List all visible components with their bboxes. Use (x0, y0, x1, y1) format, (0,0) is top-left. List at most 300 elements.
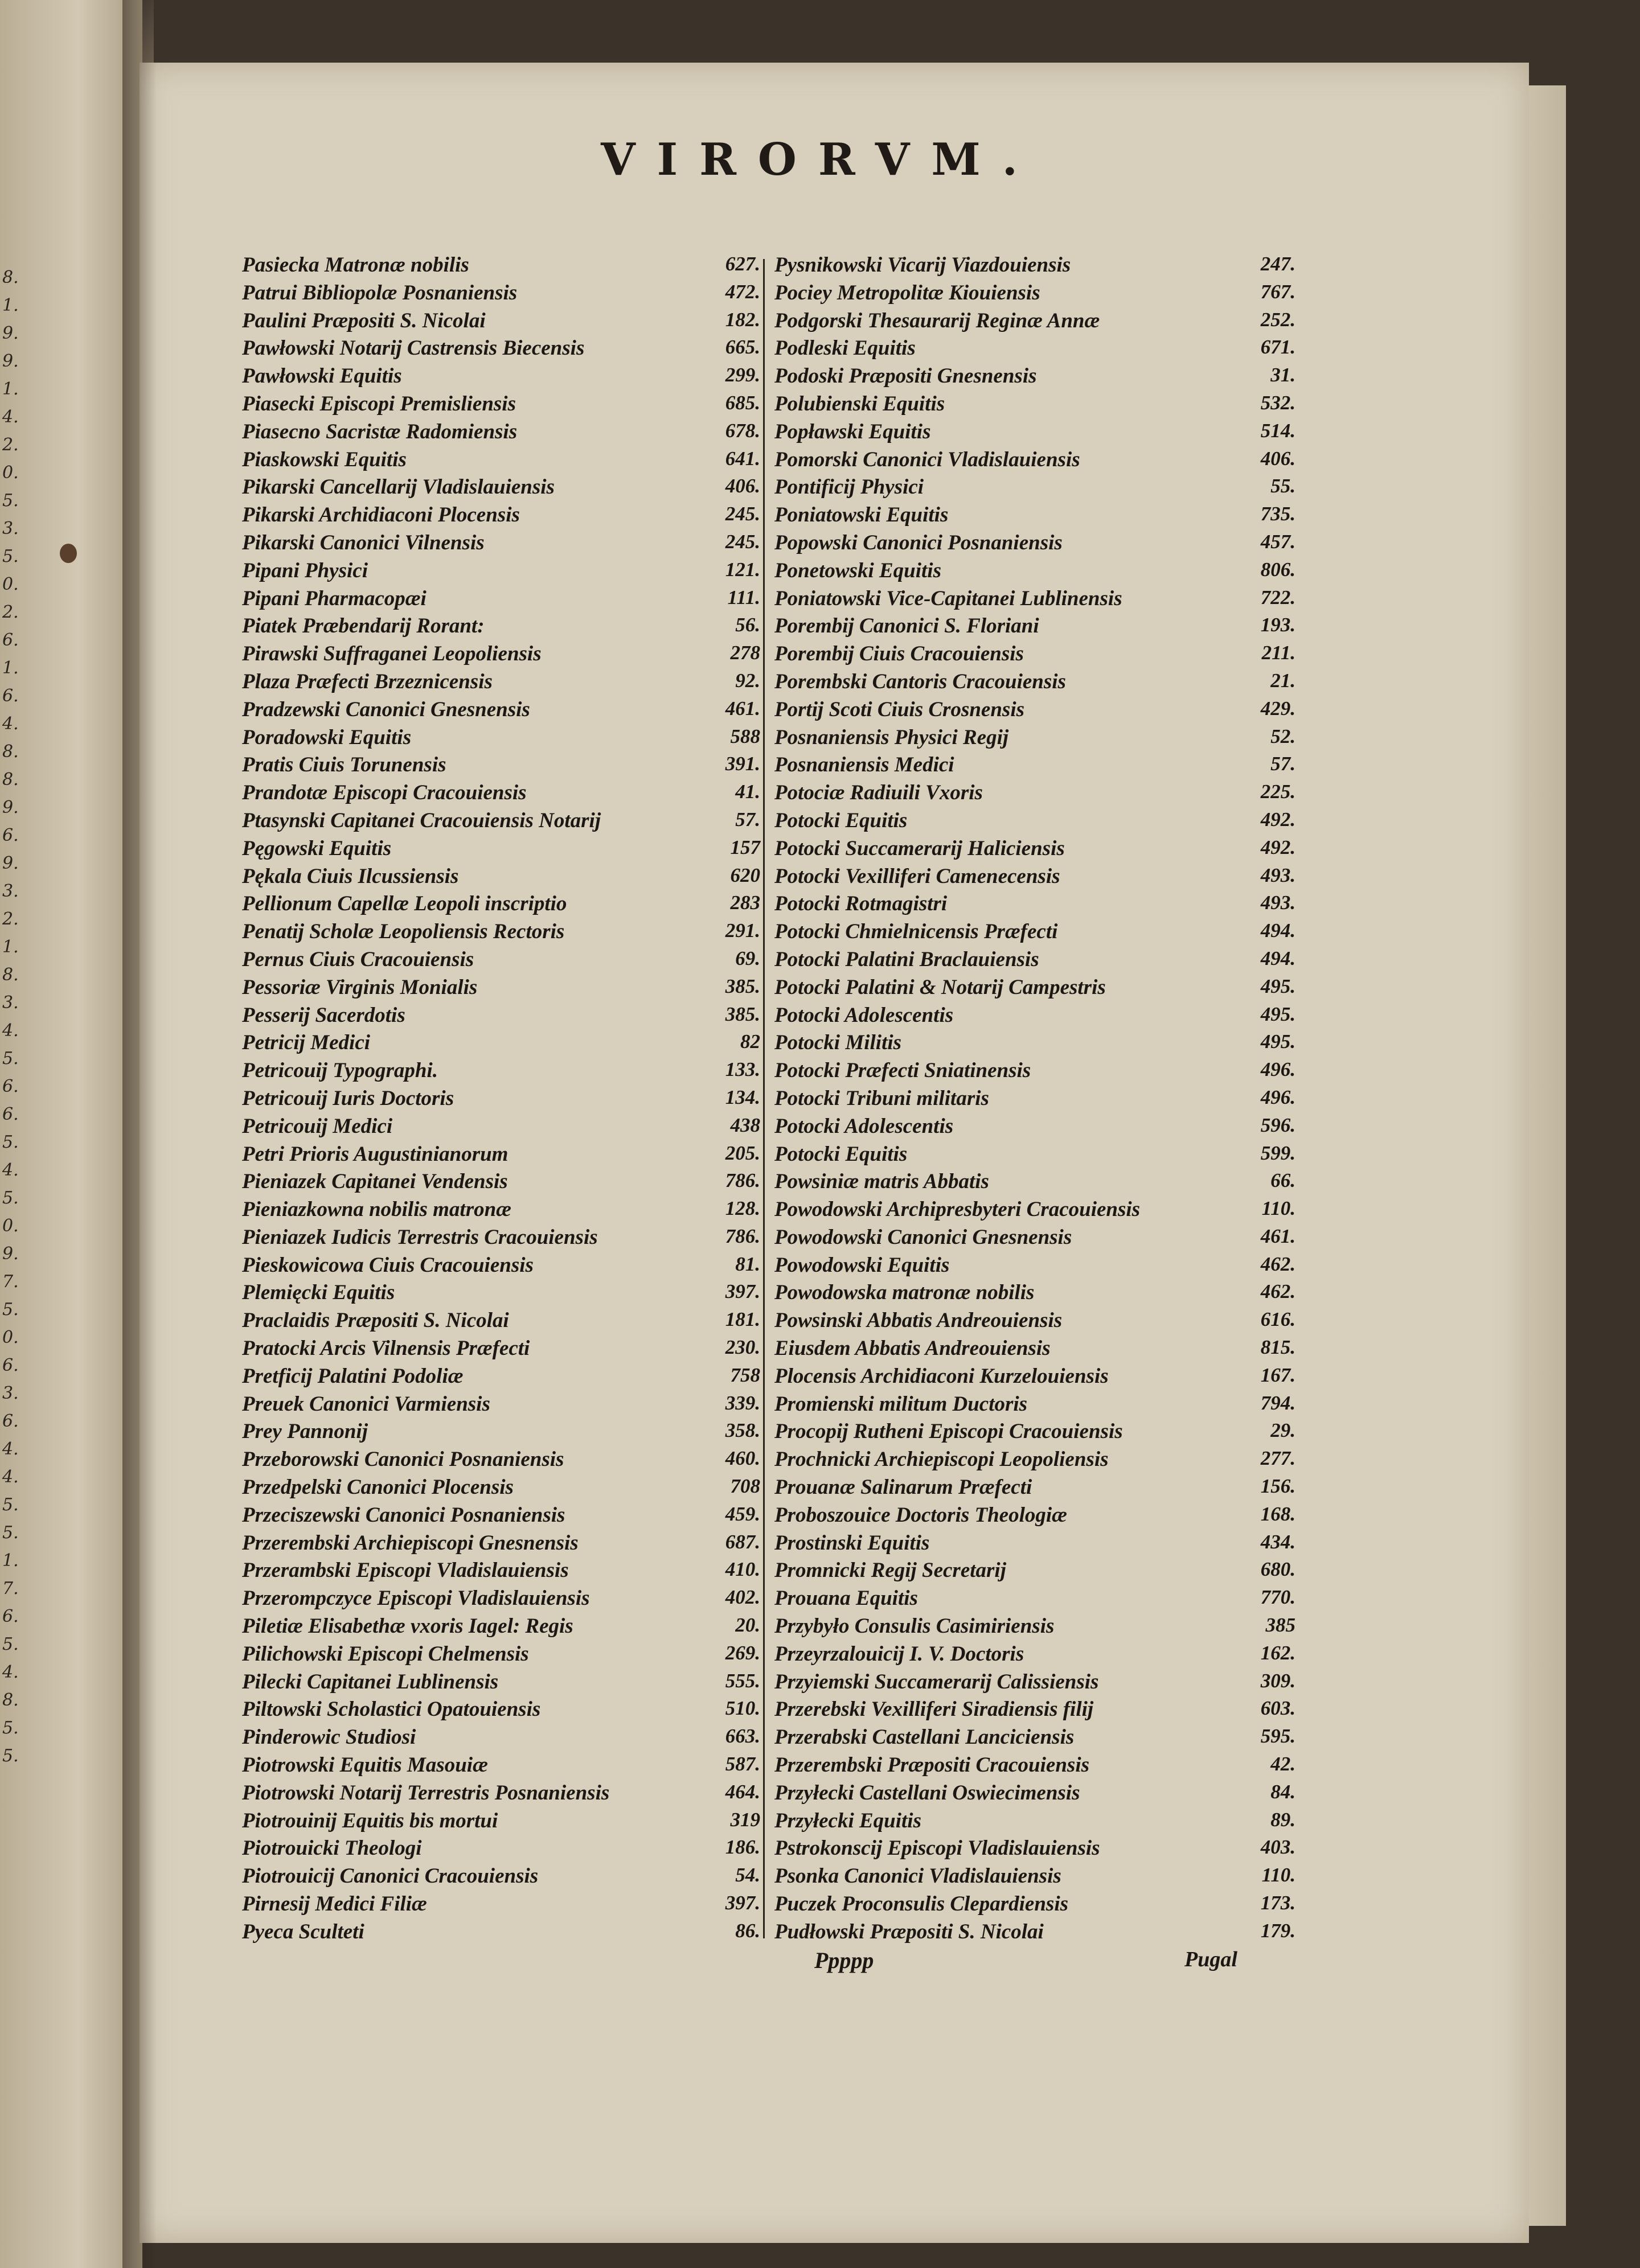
index-entry (242, 1834, 760, 1862)
margin-number: 5. (2, 1300, 19, 1320)
index-entry (774, 1862, 1295, 1889)
margin-number: 6. (2, 686, 19, 706)
entry-page-number: 429. (1260, 697, 1295, 720)
spine-shadow (122, 0, 157, 2268)
index-entry (774, 1223, 1295, 1251)
entry-page-number: 708 (730, 1475, 760, 1498)
entry-name: Procopij Rutheni Episcopi Cracouiensis (774, 1420, 1123, 1444)
entry-page-number: 66. (1270, 1169, 1295, 1192)
index-entry (242, 917, 760, 945)
entry-name: Pieskowicowa Ciuis Cracouiensis (242, 1253, 534, 1277)
entry-name: Przybyło Consulis Casimiriensis (774, 1614, 1055, 1638)
entry-name: Potocki Chmielnicensis Præfecti (774, 920, 1058, 944)
margin-number: 1. (2, 1551, 19, 1571)
entry-page-number: 767. (1260, 280, 1295, 303)
entry-page-number: 786. (725, 1225, 760, 1247)
entry-page-number: 493. (1260, 864, 1295, 886)
entry-name: Portij Scoti Ciuis Crosnensis (774, 697, 1024, 721)
entry-page-number: 462. (1260, 1280, 1295, 1303)
entry-page-number: 464. (725, 1780, 760, 1803)
entry-name: Potocki Palatini & Notarij Campestris (774, 975, 1106, 999)
margin-number: 6. (2, 825, 19, 845)
entry-page-number: 402. (725, 1586, 760, 1609)
index-entry (242, 1556, 760, 1584)
entry-name: Proboszouice Doctoris Theologiæ (774, 1503, 1067, 1527)
index-entry (774, 973, 1295, 1001)
index-entry (774, 1028, 1295, 1056)
index-entry (242, 500, 760, 528)
entry-name: Poniatowski Vice-Capitanei Lublinensis (774, 586, 1122, 610)
entry-name: Plemięcki Equitis (242, 1281, 395, 1305)
entry-name: Przyłecki Equitis (774, 1809, 921, 1833)
index-entry (242, 1751, 760, 1778)
entry-page-number: 493. (1260, 891, 1295, 914)
entry-name: Przeborowski Canonici Posnaniensis (242, 1448, 564, 1472)
index-entry (774, 306, 1295, 334)
index-entry (242, 1056, 760, 1084)
entry-page-number: 309. (1260, 1669, 1295, 1692)
entry-page-number: 461. (725, 697, 760, 720)
index-entry (774, 1612, 1295, 1640)
entry-page-number: 252. (1260, 308, 1295, 331)
margin-number: 8. (2, 770, 19, 790)
entry-name: Powsinski Abbatis Andreouiensis (774, 1309, 1063, 1333)
entry-name: Petricij Medici (242, 1031, 371, 1055)
entry-name: Potocki Equitis (774, 1142, 908, 1166)
entry-name: Pieniazkowna nobilis matronæ (242, 1198, 511, 1222)
signature-mark: Ppppp (814, 1947, 874, 1973)
page-heading: VIRORVM. (601, 134, 1039, 186)
index-entry (242, 1695, 760, 1723)
margin-number: 5. (2, 1049, 19, 1069)
entry-page-number: 758 (730, 1363, 760, 1386)
entry-name: Pociey Metropolitæ Kiouiensis (774, 281, 1040, 305)
index-entry (774, 250, 1295, 278)
index-entry (242, 1084, 760, 1112)
index-entry (774, 1334, 1295, 1362)
entry-page-number: 186. (725, 1836, 760, 1859)
index-entry (774, 917, 1295, 945)
margin-number: 0. (2, 1216, 19, 1236)
entry-page-number: 358. (725, 1419, 760, 1442)
index-entry (242, 1612, 760, 1640)
index-entry (242, 1667, 760, 1695)
entry-name: Potocki Succamerarij Haliciensis (774, 836, 1065, 860)
entry-name: Pirnesij Medici Filiæ (242, 1892, 427, 1916)
entry-page-number: 492. (1260, 836, 1295, 858)
entry-page-number: 588 (730, 725, 760, 747)
entry-name: Pipani Pharmacopæi (242, 586, 427, 610)
entry-page-number: 167. (1260, 1363, 1295, 1386)
entry-page-number: 57. (1270, 753, 1295, 775)
entry-name: Podgorski Thesaurarij Reginæ Annæ (774, 309, 1100, 332)
margin-number: 5. (2, 1495, 19, 1515)
entry-name: Potocki Tribuni militaris (774, 1086, 989, 1110)
entry-page-number: 722. (1260, 586, 1295, 609)
entry-page-number: 599. (1260, 1141, 1295, 1164)
index-entry (242, 723, 760, 751)
index-entry (774, 862, 1295, 890)
entry-page-number: 438 (730, 1114, 760, 1136)
index-entry (242, 862, 760, 890)
index-entry (774, 611, 1295, 639)
index-entry (242, 361, 760, 389)
entry-page-number: 121. (725, 558, 760, 581)
index-entry (242, 667, 760, 695)
entry-name: Pontificij Physici (774, 475, 924, 499)
index-entry (242, 1140, 760, 1168)
entry-page-number: 627. (725, 253, 760, 275)
entry-name: Plocensis Archidiaconi Kurzelouiensis (774, 1364, 1109, 1388)
margin-number: 2. (2, 435, 19, 455)
entry-page-number: 406. (725, 475, 760, 498)
entry-page-number: 82 (740, 1030, 760, 1053)
index-entry (242, 1306, 760, 1334)
entry-page-number: 459. (725, 1502, 760, 1525)
index-entry (242, 1417, 760, 1445)
entry-name: Eiusdem Abbatis Andreouiensis (774, 1337, 1051, 1361)
entry-name: Poradowski Equitis (242, 725, 412, 749)
index-entry (774, 1278, 1295, 1306)
margin-number: 7. (2, 1579, 19, 1599)
entry-page-number: 495. (1260, 1030, 1295, 1053)
entry-page-number: 391. (725, 753, 760, 775)
entry-page-number: 786. (725, 1169, 760, 1192)
index-entry (774, 1778, 1295, 1806)
entry-name: Prey Pannonij (242, 1420, 368, 1444)
entry-name: Potocki Adolescentis (774, 1114, 954, 1138)
entry-page-number: 680. (1260, 1558, 1295, 1581)
margin-number: 3. (2, 881, 19, 901)
margin-number: 6. (2, 630, 19, 650)
entry-page-number: 92. (735, 669, 760, 692)
entry-name: Pretficij Palatini Podoliæ (242, 1364, 464, 1388)
margin-number: 1. (2, 295, 19, 315)
entry-name: Promienski militum Ductoris (774, 1392, 1028, 1416)
entry-page-number: 339. (725, 1391, 760, 1414)
index-entry (242, 1806, 760, 1834)
entry-name: Porembski Cantoris Cracouiensis (774, 669, 1066, 693)
entry-name: Pernus Ciuis Cracouiensis (242, 947, 474, 971)
entry-page-number: 555. (725, 1669, 760, 1692)
entry-name: Pilecki Capitanei Lublinensis (242, 1670, 499, 1694)
entry-name: Popowski Canonici Posnaniensis (774, 531, 1063, 554)
entry-name: Przedpelski Canonici Plocensis (242, 1476, 514, 1499)
margin-number: 0. (2, 574, 19, 594)
entry-page-number: 211. (1261, 642, 1295, 664)
index-entry (774, 1834, 1295, 1862)
entry-name: Prouana Equitis (774, 1587, 918, 1610)
entry-page-number: 57. (735, 808, 760, 831)
entry-page-number: 495. (1260, 975, 1295, 997)
entry-page-number: 397. (725, 1280, 760, 1303)
entry-page-number: 532. (1260, 391, 1295, 414)
column-divider (763, 259, 765, 1938)
entry-name: Pratis Ciuis Torunensis (242, 753, 446, 777)
index-entry (774, 389, 1295, 417)
index-entry (242, 1362, 760, 1390)
margin-number: 1. (2, 379, 19, 399)
left-page (0, 0, 142, 2268)
index-entry (242, 472, 760, 500)
entry-page-number: 134. (725, 1086, 760, 1108)
entry-name: Penatij Scholæ Leopoliensis Rectoris (242, 920, 565, 944)
index-entry (242, 1501, 760, 1529)
index-entry (242, 1334, 760, 1362)
entry-name: Pikarski Cancellarij Vladislauiensis (242, 475, 555, 499)
entry-name: Powodowski Equitis (774, 1253, 950, 1277)
margin-number: 3. (2, 993, 19, 1013)
entry-page-number: 29. (1270, 1419, 1295, 1442)
entry-page-number: 128. (725, 1197, 760, 1220)
entry-name: Pawłowski Notarij Castrensis Biecensis (242, 336, 585, 360)
entry-page-number: 494. (1260, 919, 1295, 942)
entry-name: Porembij Canonici S. Floriani (774, 614, 1039, 638)
index-entry (242, 973, 760, 1001)
index-entry (774, 1084, 1295, 1112)
entry-name: Poniatowski Equitis (774, 503, 949, 527)
index-entry (242, 445, 760, 473)
entry-page-number: 168. (1260, 1502, 1295, 1525)
entry-page-number: 494. (1260, 947, 1295, 969)
entry-name: Praclaidis Præpositi S. Nicolai (242, 1309, 509, 1333)
entry-page-number: 86. (735, 1919, 760, 1942)
entry-name: Potocki Adolescentis (774, 1003, 954, 1027)
entry-name: Piotrouinij Equitis bis mortui (242, 1809, 498, 1833)
entry-page-number: 472. (725, 280, 760, 303)
index-entry (774, 1695, 1295, 1723)
entry-name: Powsiniæ matris Abbatis (774, 1170, 989, 1194)
entry-page-number: 245. (725, 503, 760, 525)
entry-name: Psonka Canonici Vladislauiensis (774, 1864, 1061, 1888)
entry-page-number: 277. (1260, 1447, 1295, 1470)
margin-number: 9. (2, 1244, 19, 1264)
entry-name: Petricouij Iuris Doctoris (242, 1086, 454, 1110)
margin-number: 4. (2, 1439, 19, 1459)
entry-name: Paulini Præpositi S. Nicolai (242, 309, 486, 332)
index-entry (774, 556, 1295, 584)
entry-name: Patrui Bibliopolæ Posnaniensis (242, 281, 518, 305)
entry-name: Przerembski Archiepiscopi Gnesnensis (242, 1531, 579, 1555)
index-entry (774, 1251, 1295, 1279)
entry-page-number: 31. (1270, 364, 1295, 387)
entry-name: Plaza Præfecti Brzeznicensis (242, 669, 493, 693)
entry-name: Pinderowic Studiosi (242, 1725, 416, 1749)
margin-number: 3. (2, 1383, 19, 1403)
entry-name: Potocki Rotmagistri (774, 892, 948, 916)
index-entry (242, 1917, 760, 1945)
entry-name: Pieniazek Iudicis Terrestris Cracouiensis (242, 1225, 598, 1249)
entry-page-number: 514. (1260, 419, 1295, 442)
margin-number: 4. (2, 1160, 19, 1180)
entry-name: Piltowski Scholastici Opatouiensis (242, 1698, 541, 1721)
entry-name: Ptasynski Capitanei Cracouiensis Notarij (242, 808, 601, 832)
index-entry (774, 445, 1295, 473)
margin-number: 6. (2, 1355, 19, 1375)
entry-page-number: 616. (1260, 1308, 1295, 1331)
index-entry (774, 1056, 1295, 1084)
index-entry (242, 389, 760, 417)
entry-page-number: 319 (730, 1808, 760, 1831)
margin-number: 9. (2, 798, 19, 817)
entry-page-number: 603. (1260, 1697, 1295, 1720)
index-entry (774, 1417, 1295, 1445)
index-entry (774, 1751, 1295, 1778)
index-entry (242, 695, 760, 723)
entry-page-number: 291. (725, 919, 760, 942)
index-entry (774, 1362, 1295, 1390)
index-entry (774, 500, 1295, 528)
index-entry (774, 472, 1295, 500)
entry-name: Pasiecka Matronæ nobilis (242, 253, 469, 277)
entry-page-number: 595. (1260, 1725, 1295, 1748)
index-entry (242, 1112, 760, 1140)
margin-number: 6. (2, 1077, 19, 1096)
entry-page-number: 406. (1260, 447, 1295, 470)
index-entry (774, 945, 1295, 973)
entry-name: Pratocki Arcis Vilnensis Præfecti (242, 1337, 530, 1361)
entry-name: Przerambski Episcopi Vladislauiensis (242, 1559, 569, 1583)
entry-page-number: 587. (725, 1753, 760, 1776)
entry-name: Pomorski Canonici Vladislauiensis (774, 447, 1080, 471)
entry-name: Pellionum Capellæ Leopoli inscriptio (242, 892, 567, 916)
entry-page-number: 110. (1261, 1197, 1295, 1220)
entry-name: Preuek Canonici Varmiensis (242, 1392, 490, 1416)
entry-name: Pstrokonscij Episcopi Vladislauiensis (774, 1836, 1100, 1860)
index-entry (774, 1806, 1295, 1834)
entry-name: Posnaniensis Medici (774, 753, 954, 777)
entry-page-number: 110. (1261, 1864, 1295, 1887)
entry-name: Podleski Equitis (774, 336, 916, 360)
margin-number: 8. (2, 1690, 19, 1710)
index-entry (774, 1917, 1295, 1945)
entry-page-number: 247. (1260, 253, 1295, 275)
entry-page-number: 685. (725, 391, 760, 414)
entry-name: Pękala Ciuis Ilcussiensis (242, 864, 459, 888)
index-entry (242, 778, 760, 806)
entry-page-number: 770. (1260, 1586, 1295, 1609)
margin-number: 4. (2, 714, 19, 734)
entry-name: Pawłowski Equitis (242, 364, 402, 388)
entry-name: Petri Prioris Augustinianorum (242, 1142, 509, 1166)
entry-page-number: 461. (1260, 1225, 1295, 1247)
entry-name: Posnaniensis Physici Regij (774, 725, 1009, 749)
entry-page-number: 815. (1260, 1336, 1295, 1359)
margin-number: 5. (2, 1523, 19, 1543)
entry-name: Potocki Præfecti Sniatinensis (774, 1059, 1031, 1083)
index-entry (774, 1390, 1295, 1418)
entry-name: Pęgowski Equitis (242, 836, 392, 860)
entry-page-number: 678. (725, 419, 760, 442)
index-entry (774, 584, 1295, 612)
entry-page-number: 434. (1260, 1530, 1295, 1553)
index-entry (242, 1167, 760, 1195)
margin-number: 1. (2, 937, 19, 957)
index-entry (774, 1473, 1295, 1501)
entry-page-number: 510. (725, 1697, 760, 1720)
index-entry (774, 1501, 1295, 1529)
entry-page-number: 81. (735, 1252, 760, 1275)
margin-number: 5. (2, 1746, 19, 1766)
entry-page-number: 397. (725, 1892, 760, 1914)
entry-page-number: 671. (1260, 336, 1295, 359)
entry-page-number: 133. (725, 1058, 760, 1081)
entry-name: Porembij Ciuis Cracouiensis (774, 642, 1024, 666)
margin-number: 8. (2, 268, 19, 287)
entry-page-number: 403. (1260, 1836, 1295, 1859)
index-entry (774, 834, 1295, 862)
entry-page-number: 641. (725, 447, 760, 470)
entry-page-number: 462. (1260, 1252, 1295, 1275)
entry-name: Petricouij Typographi. (242, 1059, 438, 1083)
entry-page-number: 52. (1270, 725, 1295, 747)
index-entry (242, 1723, 760, 1751)
margin-number: 2. (2, 909, 19, 929)
entry-page-number: 492. (1260, 808, 1295, 831)
index-entry (774, 1584, 1295, 1612)
index-entry (242, 334, 760, 361)
margin-number: 5. (2, 1718, 19, 1738)
index-entry (242, 945, 760, 973)
index-entry (242, 1889, 760, 1917)
entry-page-number: 299. (725, 364, 760, 387)
entry-name: Pyeca Sculteti (242, 1920, 364, 1944)
entry-name: Przerompczyce Episcopi Vladislauiensis (242, 1587, 590, 1610)
index-entry (242, 834, 760, 862)
entry-page-number: 496. (1260, 1058, 1295, 1081)
entry-name: Piletiæ Elisabethæ vxoris Iagel: Regis (242, 1614, 573, 1638)
entry-name: Prouanæ Salinarum Præfecti (774, 1476, 1032, 1499)
index-entry (774, 278, 1295, 306)
index-entry (242, 306, 760, 334)
index-entry (774, 1640, 1295, 1667)
index-entry (774, 1556, 1295, 1584)
entry-page-number: 84. (1270, 1780, 1295, 1803)
entry-page-number: 89. (1270, 1808, 1295, 1831)
margin-number: 4. (2, 1021, 19, 1041)
entry-page-number: 21. (1270, 669, 1295, 692)
index-entry (242, 1862, 760, 1889)
entry-page-number: 193. (1260, 614, 1295, 636)
index-entry (774, 723, 1295, 751)
entry-name: Pesserij Sacerdotis (242, 1003, 405, 1027)
entry-page-number: 182. (725, 308, 760, 331)
catchword: Pugal (1184, 1947, 1237, 1971)
entry-page-number: 162. (1260, 1641, 1295, 1664)
index-entry (242, 750, 760, 778)
margin-number: 4. (2, 407, 19, 427)
entry-name: Podoski Præpositi Gnesnensis (774, 364, 1037, 388)
entry-name: Pysnikowski Vicarij Viazdouiensis (774, 253, 1071, 277)
entry-name: Piotrowski Equitis Masouiæ (242, 1753, 488, 1777)
entry-page-number: 385 (1265, 1614, 1295, 1637)
margin-number: 6. (2, 1606, 19, 1626)
entry-page-number: 42. (1270, 1753, 1295, 1776)
entry-page-number: 278 (730, 642, 760, 664)
margin-number: 9. (2, 323, 19, 343)
entry-name: Piotrouicki Theologi (242, 1836, 422, 1860)
index-entry (774, 1723, 1295, 1751)
index-entry (242, 1278, 760, 1306)
margin-number: 6. (2, 1411, 19, 1431)
entry-name: Przerembski Præpositi Cracouiensis (774, 1753, 1089, 1777)
entry-page-number: 385. (725, 975, 760, 997)
index-entry (774, 806, 1295, 834)
entry-name: Puczek Proconsulis Clepardiensis (774, 1892, 1068, 1916)
entry-page-number: 457. (1260, 530, 1295, 553)
index-entry (242, 417, 760, 445)
index-entry (242, 584, 760, 612)
